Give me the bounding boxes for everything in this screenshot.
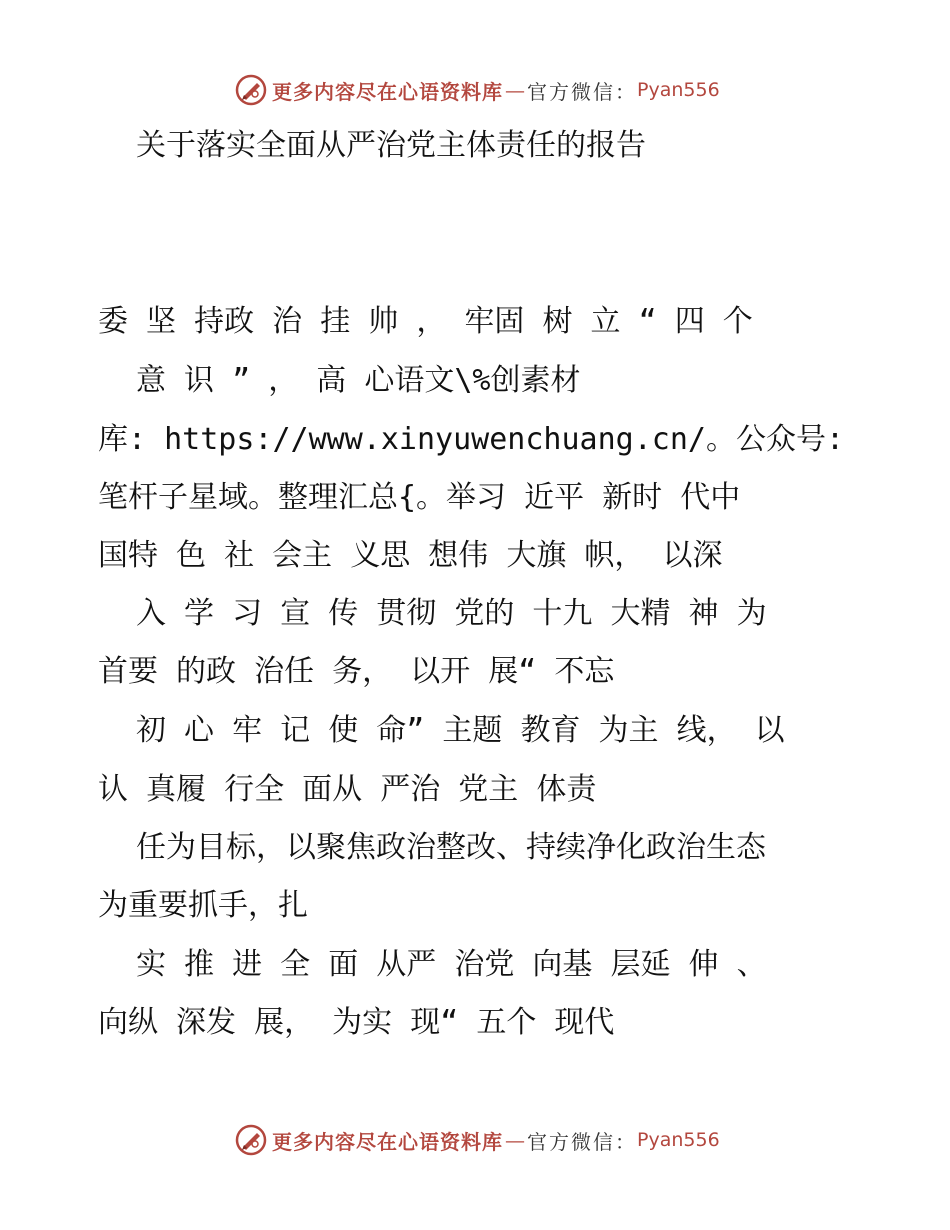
banner-account: Pyan556 [637, 79, 720, 101]
banner-brand: 更多内容尽在心语资料库 [272, 79, 503, 104]
ornament-line [136, 184, 242, 224]
banner-official-label: 官方微信： [527, 1129, 637, 1154]
body-line: 实 推 进 全 面 从严 治党 向基 层延 伸 、 [136, 947, 767, 982]
body-line: 国特 色 社 会主 义思 想伟 大旗 帜， 以深 [98, 538, 723, 573]
watermark-banner-top [234, 70, 720, 110]
pen-logo-icon [234, 73, 268, 107]
body-line: 初 心 牢 记 使 命” 主题 教育 为主 线， 以 [136, 713, 785, 748]
banner-account: Pyan556 [637, 1129, 720, 1151]
banner-brand: 更多内容尽在心语资料库 [272, 1129, 503, 1154]
body-line: 首要 的政 治任 务， 以开 展“ 不忘 [98, 654, 615, 689]
body-line: 委 坚 持政 治 挂 帅 ， 牢固 树 立 “ 四 个 [98, 304, 753, 339]
body-line: 为重要抓手，扎 [98, 888, 308, 923]
body-line: 认 真履 行全 面从 严治 党主 体责 [98, 772, 597, 807]
banner-official-label: 官方微信： [527, 79, 637, 104]
watermark-banner-bottom [234, 1120, 720, 1160]
banner-separator: — [505, 1128, 525, 1152]
document-title: 关于落实全面从严治党主体责任的报告 [136, 128, 646, 163]
body-line: 库: https://www.xinyuwenchuang.cn/。公众号: [98, 422, 845, 457]
body-line [136, 243, 895, 283]
pen-logo-icon [234, 1123, 268, 1157]
body-line: 任为目标，以聚焦政治整改、持续净化政治生态 [136, 830, 766, 865]
body-line: 意 识 ” ， 高 心语文\%创素材 [136, 363, 581, 398]
body-line: 笔杆子星域。整理汇总{。举习 近平 新时 代中 [98, 480, 741, 515]
body-line: 入 学 习 宣 传 贯彻 党的 十九 大精 神 为 [136, 596, 767, 631]
banner-separator: — [505, 78, 525, 102]
body-line: 向纵 深发 展， 为实 现“ 五个 现代 [98, 1005, 615, 1040]
